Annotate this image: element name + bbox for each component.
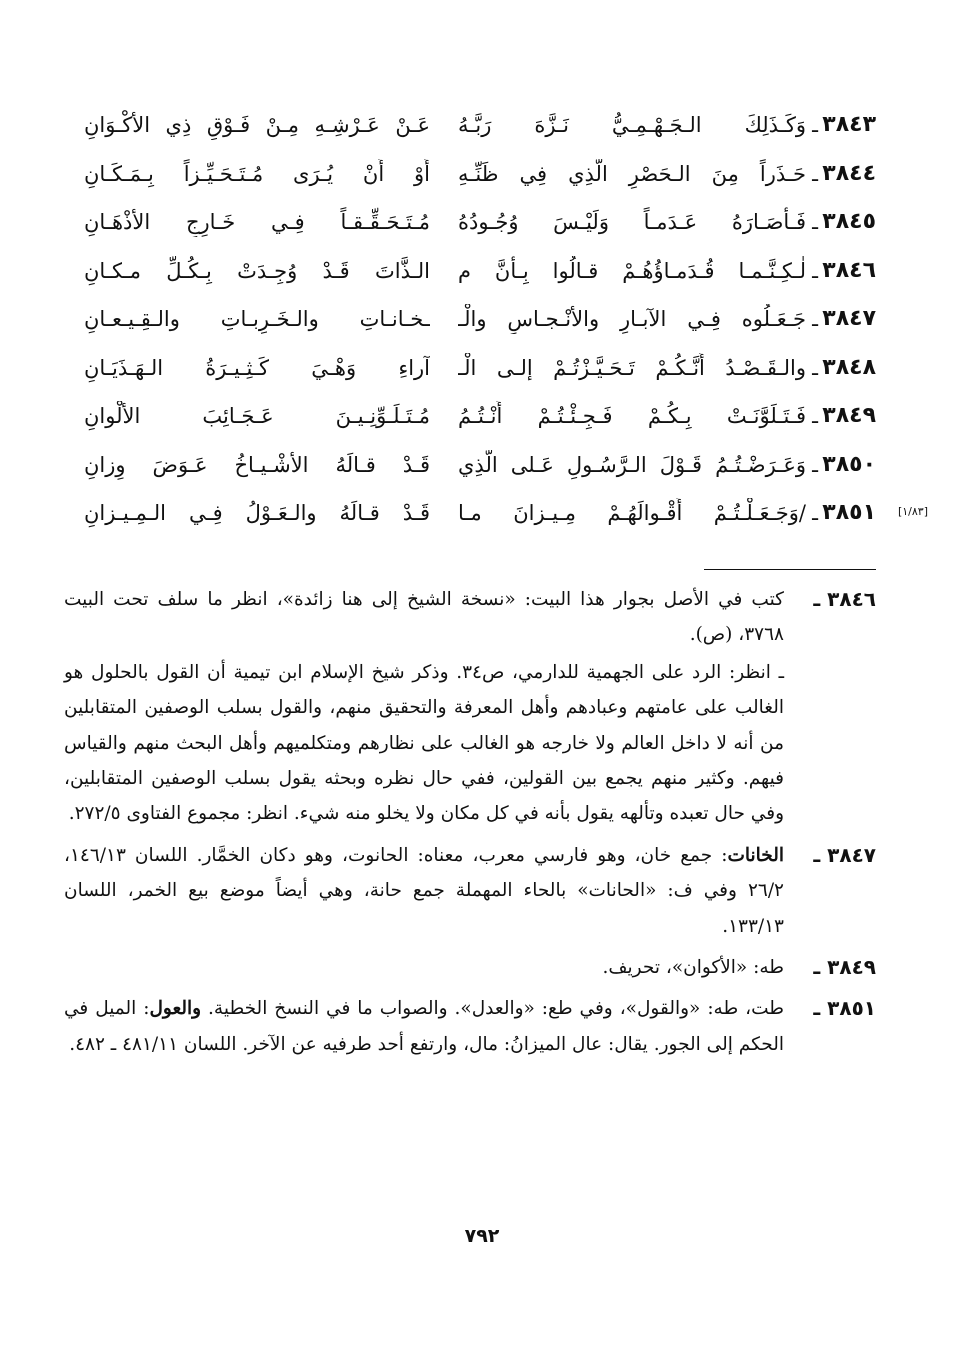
verse-second-hemistich: آراءِ وَهْـيَ كَـثِـيـرَةُ الـهَـذَيَـانِ: [84, 355, 430, 380]
verse-line: [76, 153, 876, 202]
verse-dash: ـ: [812, 404, 818, 428]
footnote: [64, 950, 876, 985]
verse-number: ٣٨٤٥: [822, 209, 876, 234]
manuscript-folio-marker: [١/٨٣]: [897, 505, 928, 518]
verse-number: ٣٨٤٤: [822, 160, 876, 186]
verse-first-hemistich: حَـذَراً مِنَ الـحَصْرِ الَّذِي فِي ظَنِّـهِ: [458, 161, 806, 186]
verse-first-hemistich: وَعَـرَضْـتُـمُ قَـوْلَ الـرَّسُـولِ عَـلى الَّذِي: [458, 452, 806, 477]
footnote: [64, 582, 876, 832]
verse-line: [76, 444, 876, 493]
verse-second-hemistich: ـخـانـاتِ والـخَـرِبـاتِ والـقِـيـعـانِ: [84, 307, 430, 331]
footnote-body: طت، طه: «والقول»، وفي طع: «والعدل». والصواب ما في النسخ الخطية.: [201, 998, 784, 1020]
footnote-term: والعول: [149, 998, 202, 1020]
verse-dash: ـ: [812, 113, 818, 137]
verse-dash: ـ: [812, 258, 818, 283]
verse-number: ٣٨٥١: [822, 500, 876, 525]
footnote: [64, 838, 876, 944]
verse-second-hemistich: قَـدْ قـالَهُ والـعَـوْلُ فِـي الـمِـيـزانِ: [84, 501, 430, 525]
footnote-term: الخانات: [727, 844, 784, 866]
verse-first-hemistich: فَـأَصَـارَهُ عَـدَمـاً وَلَيْـسَ وُجُـودُهُ: [458, 210, 806, 234]
poem-verses: [76, 104, 928, 541]
verse-second-hemistich: عَـنْ عَـرْشِـهِ مِـنْ فَـوْقِ ذِي الأكْـوَانِ: [84, 113, 430, 137]
verse-second-hemistich: مُـتَـلَـوِّنِـيـنَ عَـجَـائِبَ الألْوانِ: [84, 404, 430, 428]
verse-dash: ـ: [812, 452, 818, 477]
verse-second-hemistich: مُـتَـحَـقِّـقـاً فِـي خَـارِجِ الأذْهَـانِ: [84, 210, 430, 234]
verse-line: [76, 298, 876, 347]
verse-number: ٣٨٤٦: [822, 257, 876, 283]
page-number: ٧٩٢: [464, 1225, 500, 1247]
verse-first-hemistich: /وَجَـعَـلْـتُـمْ أَقْـوالَهُـمْ مِـيـزانَ مـا: [458, 501, 806, 525]
verse-line: [76, 492, 928, 541]
verse-line: [76, 104, 876, 153]
footnote-text: ـ انظر: الرد على الجهمية للدارمي، ص٣٤. وذكر شيخ الإسلام ابن تيمية أن القول بالحلول هو الغالب على عامتهم وعبادهم وأهل المعرفة والتحقيق منهم، والقول بسلب الوصفين المتقابلين من أنه لا داخل العالم ولا خارجه هو الغالب على نظارهم ومتكلميهم وأهل البحث منهم والقياس فيهم. وكثير منهم يجمع بين القولين، ففي حال نظره وبحثه يقول بسلب الوصفين المتقابلين، وفي حال تعبده وتألهه يقول بأنه في كل مكان ولا يخلو منه شيء. انظر: مجموع الفتاوى ٢٧٢/٥.: [64, 661, 784, 825]
verse-line: [76, 347, 876, 396]
verse-first-hemistich: لٰـكِـنَّـمـا قُـدَمـاؤُهُـمْ قـالُوا بِـأَنَّ م: [458, 258, 806, 283]
footnote-text: طه: «الأكوان»، تحريف.: [602, 957, 784, 979]
footnote-number: ٣٨٤٧ ـ: [813, 842, 876, 867]
verse-first-hemistich: فَـتَـلَوَّنَـتْ بِـكُـمْ فَـجِـئْـتُـمْ أَنْـتُـمُ: [458, 404, 806, 428]
verse-number: ٣٨٤٧: [822, 306, 876, 331]
verse-first-hemistich: جَـعَـلُوه فِـي الآبـارِ والأنْـجـاسِ والْـ: [458, 307, 806, 331]
verse-line: [76, 250, 876, 299]
verse-number: ٣٨٤٣: [822, 112, 876, 137]
footnote-separator: [704, 569, 876, 570]
verse-line: [76, 395, 876, 444]
verse-second-hemistich: قَـدْ قـالَهُ الأشْـيـاخُ عَـوَضَ وِزانِ: [84, 452, 430, 477]
verse-number: ٣٨٥٠: [822, 451, 876, 477]
verse-number: ٣٨٤٩: [822, 403, 876, 428]
verse-number: ٣٨٤٨: [822, 354, 876, 380]
footnote-body: : جمع خان، وهو فارسي معرب، معناه: الحانوت، وهو دكان الخمَّار. اللسان ١٤٦/١٣، ٢٦/٢ وفي ف: «الحانات» بالحاء المهملة جمع حانة، وهي أيضاً موضع بيع الخمر، اللسان ١٣٣/١٣.: [64, 844, 784, 937]
verse-line: [76, 201, 876, 250]
footnote-body: : الميل في الحكم إلى الجور. يقال: عال الميزانُ: مال، وارتفع أحد طرفيه عن الآخر. اللسان ٤٨١/١١ ـ ٤٨٢.: [64, 998, 784, 1055]
footnote-number: ٣٨٤٩ ـ: [813, 955, 876, 980]
footnotes: [64, 582, 876, 1068]
verse-dash: ـ: [812, 161, 818, 186]
verse-dash: ـ: [812, 210, 818, 234]
footnote-number: ٣٨٤٦ ـ: [813, 587, 876, 611]
footnote: [64, 991, 876, 1062]
footnote-text: كتب في الأصل بجوار هذا البيت: «نسخة الشيخ إلى هنا زائدة»، انظر ما سلف تحت البيت ٣٧٦٨، (ص).: [64, 589, 784, 646]
verse-first-hemistich: وَكَـذَلِكَ الـجَـهْـمِـيُّ نَـزَّهَ رَبَّـهُ: [458, 113, 806, 137]
footnote-text: [64, 991, 784, 1062]
verse-dash: ـ: [812, 307, 818, 331]
verse-first-hemistich: والـقَـصْـدُ أَنَّـكُـمْ تَـحَـيَّـزْتُـمْ إلـى الْـ: [458, 355, 806, 380]
footnote-number: ٣٨٥١ ـ: [813, 996, 876, 1021]
verse-dash: ـ: [812, 355, 818, 380]
verse-second-hemistich: الـذَّاتَ قَـدْ وُجِـدَتْ بِـكُـلِّ مـكـانِ: [84, 258, 430, 283]
footnote-text: [64, 838, 784, 944]
verse-dash: ـ: [812, 501, 818, 525]
verse-second-hemistich: أَوْ أَنْ يُـرَى مُـتَـحَـيِّـزاً بِـمَـكَـانِ: [84, 161, 430, 186]
